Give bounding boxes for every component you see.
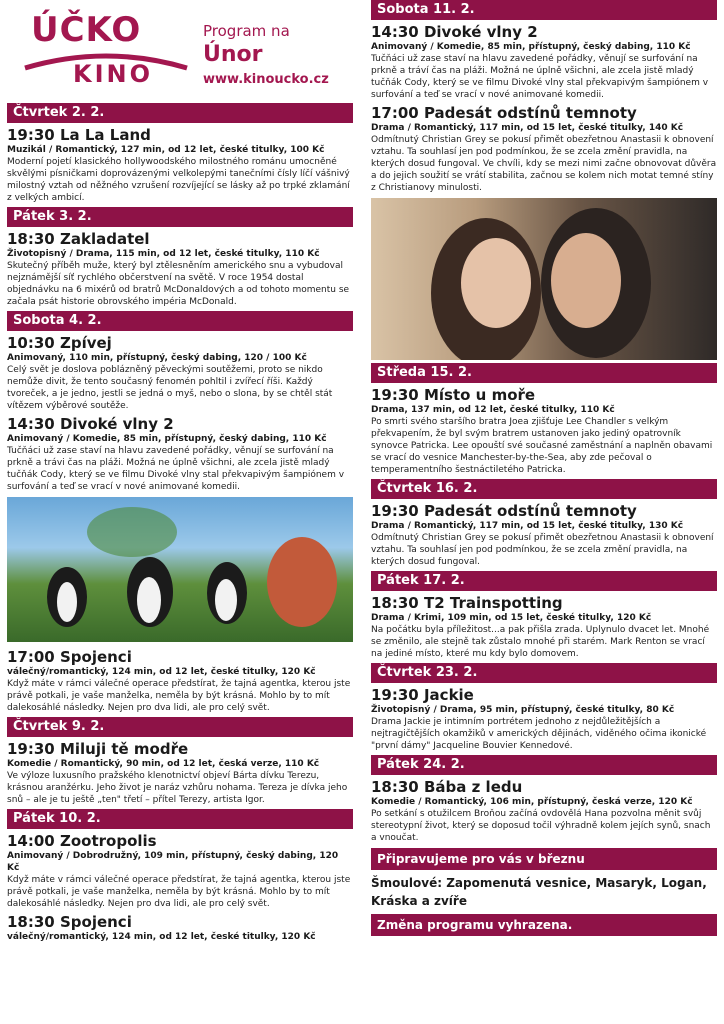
film-entry <box>371 686 717 752</box>
film-entry <box>371 502 717 568</box>
film-meta: Drama / Romantický, 117 min, od 15 let, české titulky, 130 Kč <box>371 521 684 531</box>
day-header: Čtvrtek 23. 2. <box>371 663 717 683</box>
film-title: 18:30 Bába z ledu <box>371 778 523 796</box>
film-title: 19:30 Místo u moře <box>371 386 536 404</box>
film-description: Když máte v rámci válečné operace předstírat, že tajná agentka, kterou jste právě potkali, je vaše manželka, neměla by být krásná. Mohlo by to mít dalekosáhlé následky. Nejen pro dva lidi, ale pro celý svět. <box>7 875 351 909</box>
film-entry <box>7 913 353 943</box>
film-title: 10:30 Zpívej <box>7 334 112 352</box>
film-meta: Životopisný / Drama, 115 min, od 12 let, české titulky, 110 Kč <box>7 249 320 259</box>
film-description: Moderní pojetí klasického hollywoodského milostného románu umocněné skvělými písničkami doprovázenými velkolepými tanečními čísly líčí vášnivý milostný vztah od něžného vzrušení rozvíjející se lásky až po trpké zklamání z velkých ambicí. <box>7 157 350 203</box>
change-notice: Změna programu vyhrazena. <box>371 914 717 936</box>
film-entry <box>7 740 353 806</box>
film-description: Po smrti svého staršího bratra Joea zjišťuje Lee Chandler s velkým překvapením, že byl svým bratrem ustanoven jako jediný opatrovník synovce Patricka. Lee opouští své současné zaměstnání a naplněn obavami se vrací do vesnice Manchester-by-the-Sea, aby zde pečoval o temperamentního šestnáctiletého Patricka. <box>371 417 713 475</box>
day-header: Čtvrtek 9. 2. <box>7 717 353 737</box>
film-meta: Animovaný / Komedie, 85 min, přístupný, český dabing, 110 Kč <box>7 434 327 444</box>
film-meta: válečný/romantický, 124 min, od 12 let, české titulky, 120 Kč <box>7 932 316 942</box>
film-title: 19:30 Padesát odstínů temnoty <box>371 502 637 520</box>
logo-ucko: ÚČKO <box>31 10 142 50</box>
film-meta: Animovaný / Dobrodružný, 109 min, přístupný, český dabing, 120 Kč <box>7 851 339 873</box>
day-header: Čtvrtek 2. 2. <box>7 103 353 123</box>
day-header: Sobota 4. 2. <box>7 311 353 331</box>
film-meta: válečný/romantický, 124 min, od 12 let, české titulky, 120 Kč <box>7 667 316 677</box>
film-meta: Drama / Krimi, 109 min, od 15 let, české titulky, 120 Kč <box>371 613 652 623</box>
day-header: Pátek 10. 2. <box>7 809 353 829</box>
film-meta: Komedie / Romantický, 90 min, od 12 let, česká verze, 110 Kč <box>7 759 320 769</box>
day-header: Sobota 11. 2. <box>371 0 717 20</box>
day-header: Čtvrtek 16. 2. <box>371 479 717 499</box>
film-title: 14:00 Zootropolis <box>7 832 157 850</box>
film-entry <box>371 778 717 844</box>
film-description: Odmítnutý Christian Grey se pokusí přimět obezřetnou Anastasii k obnovení vztahu. Ta souhlasí jen pod podmínkou, že se zcela změní pravidla, na kterých dosud fungoval. <box>371 533 714 567</box>
film-description: Tučňáci už zase staví na hlavu zavedené pořádky, věnují se surfování na prkně a tráví čas na pláži. Možná ne úplně všichni, ale zcela jistě mladý tučňák Cody, který se ve filmu Divoké vlny stal překvapivým šampiónem v surfování a teď se vrací v nové animované komedii. <box>371 54 709 100</box>
film-entry <box>371 104 717 194</box>
film-meta: Komedie / Romantický, 106 min, přístupný, česká verze, 120 Kč <box>371 797 693 807</box>
film-title: 14:30 Divoké vlny 2 <box>371 23 538 41</box>
couple-movie-image <box>371 198 717 360</box>
film-title: 19:30 Jackie <box>371 686 474 704</box>
film-description: Po setkání s otužilcem Broňou začíná ovdovělá Hana pozvolna měnit svůj stereotypní život, který se doposud točil výhradně kolem jejích synů, snach a vnoučat. <box>371 809 711 843</box>
film-title: 18:30 Zakladatel <box>7 230 150 248</box>
film-description: Celý svět je doslova poblázněný pěveckými soutěžemi, proto se nikdo nemůže divit, že tento současný fenomén pohltil i zvířecí říši. Každý tvoreček, a je jedno, jestli se jedná o myš, nebo o slona, by se chtěl stát vítězem výběrové soutěže. <box>7 365 333 411</box>
logo-kino: KINO <box>73 60 154 88</box>
program-month: Únor <box>203 42 263 67</box>
film-entry <box>7 648 353 714</box>
film-description: Skutečný příběh muže, který byl ztělesněním amerického snu a vybudoval nejznámější síť rychlého občerstvení na světě. V roce 1954 dostal objednávku na 6 mixérů od bratrů McDonaldových a od tohoto momentu se začala psát historie obrovského impéria McDonald. <box>7 261 350 307</box>
film-title: 18:30 Spojenci <box>7 913 132 931</box>
film-title: 19:30 Miluji tě modře <box>7 740 189 758</box>
film-description: Když máte v rámci válečné operace předstírat, že tajná agentka, kterou jste právě potkali, je vaše manželka, neměla by být krásná. Mohlo by to mít dalekosáhlé následky. Nejen pro dva lidi, ale pro celý svět. <box>7 679 351 713</box>
right-column <box>371 0 717 936</box>
coming-titles: Šmoulové: Zapomenutá vesnice, Masaryk, Logan, Kráska a zvíře <box>371 876 707 908</box>
day-header: Středa 15. 2. <box>371 363 717 383</box>
day-header: Pátek 17. 2. <box>371 571 717 591</box>
film-description: Odmítnutý Christian Grey se pokusí přimět obezřetnou Anastasii k obnovení vztahu. Ta souhlasí jen pod podmínkou, že se zcela změní pravidla, na kterých dosud fungoval. Ve chvíli, kdy se mezi nimi začne obnovovat důvěra a do jejich soužití se vrátí stabilita, začnou se kolem nich motat temné stíny z Christianovy minulosti. <box>371 135 717 193</box>
film-title: 17:00 Spojenci <box>7 648 132 666</box>
day-header: Pátek 3. 2. <box>7 207 353 227</box>
left-column <box>7 0 353 943</box>
film-description: Na počátku byla příležitost...a pak přišla zrada. Uplynulo dvacet let. Mnohé se změnilo, ale stejně tak zůstalo mnohé při starém. Mark Renton se vrací na jediné místo, které mu kdy bylo domovem. <box>371 625 710 659</box>
day-header: Pátek 24. 2. <box>371 755 717 775</box>
film-entry <box>7 126 353 204</box>
penguins-movie-image <box>7 497 353 642</box>
film-title: 18:30 T2 Trainspotting <box>371 594 563 612</box>
film-entry <box>7 415 353 493</box>
coming-heading: Připravujeme pro vás v březnu <box>371 848 717 870</box>
film-meta: Animovaný, 110 min, přístupný, český dabing, 120 / 100 Kč <box>7 353 307 363</box>
film-meta: Drama / Romantický, 117 min, od 15 let, české titulky, 140 Kč <box>371 123 684 133</box>
film-title: 17:00 Padesát odstínů temnoty <box>371 104 637 122</box>
film-entry <box>371 594 717 660</box>
film-description: Drama Jackie je intimním portrétem jednoho z nejdůležitějších a nejtragičtějších okamžiků v amerických dějinách, viděného očima ikonické "první dámy" Jacqueline Bouvier Kennedové. <box>371 717 707 751</box>
film-description: Tučňáci už zase staví na hlavu zavedené pořádky, věnují se surfování na prkně a trávi čas na pláži. Možná ne úplně všichni, ale zcela jistě mladý tučňák Cody, který se ve filmu Divoké vlny stal překvapivým šampiónem v surfování a teď se vrací v nové animované komedii. <box>7 446 345 492</box>
film-entry <box>7 832 353 910</box>
film-entry <box>371 386 717 476</box>
film-meta: Animovaný / Komedie, 85 min, přístupný, český dabing, 110 Kč <box>371 42 691 52</box>
film-entry <box>371 23 717 101</box>
film-description: Ve výloze luxusního pražského klenotnictví objeví Bárta dívku Terezu, krásnou aranžérku. Jeho život je naráz vzhůru nohama. Tereza je dívka jeho snů – ale je tu ještě „ten" třetí – přítel Terezy, artista Igor. <box>7 771 348 805</box>
film-meta: Muzikál / Romantický, 127 min, od 12 let, české titulky, 100 Kč <box>7 145 325 155</box>
program-label: Program na <box>203 22 290 40</box>
film-meta: Drama, 137 min, od 12 let, české titulky, 110 Kč <box>371 405 615 415</box>
film-meta: Životopisný / Drama, 95 min, přístupný, české titulky, 80 Kč <box>371 705 675 715</box>
film-entry <box>7 334 353 412</box>
header <box>7 0 353 100</box>
film-entry <box>7 230 353 308</box>
film-title: 14:30 Divoké vlny 2 <box>7 415 174 433</box>
website-link[interactable]: www.kinoucko.cz <box>203 72 329 87</box>
film-title: 19:30 La La Land <box>7 126 151 144</box>
